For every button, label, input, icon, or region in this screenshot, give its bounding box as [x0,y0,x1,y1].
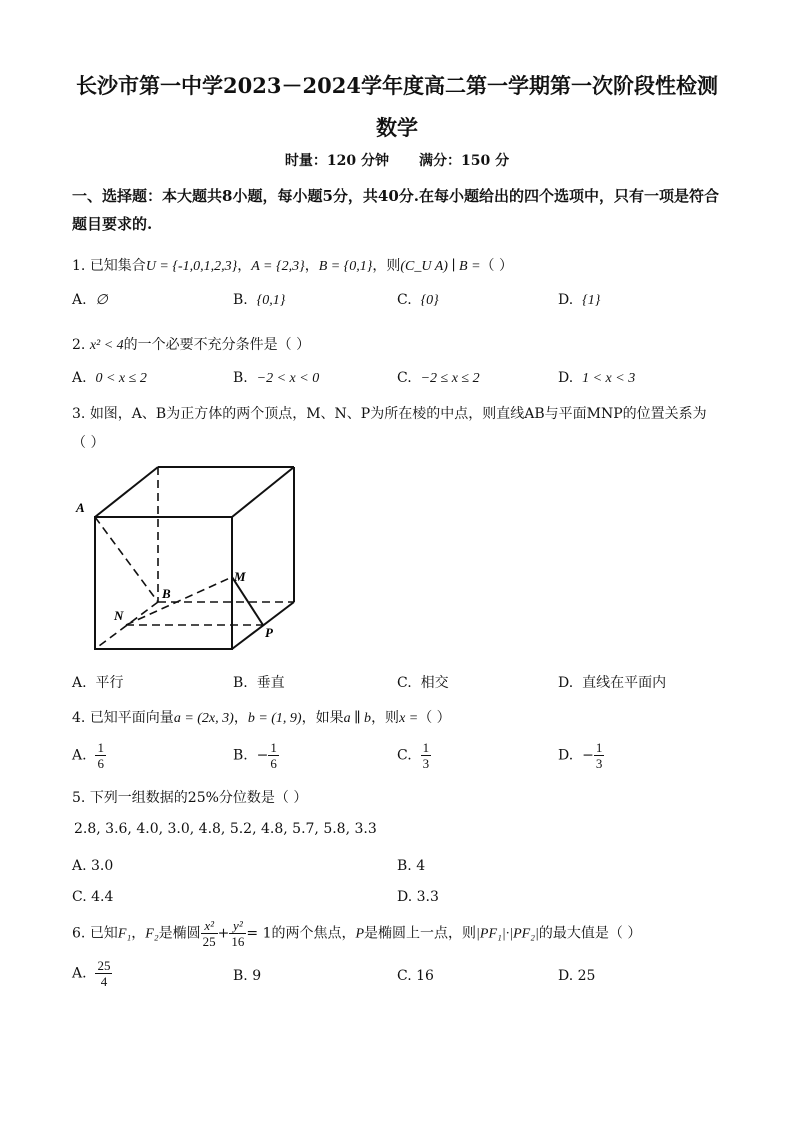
fraction-numerator: y² [229,918,246,934]
cube-edge [95,467,158,517]
fraction-denominator: 6 [270,756,277,771]
option-label: B. [233,292,248,308]
option-label: A. [72,858,87,874]
label-b: B [162,586,171,601]
option-label: A. [72,292,87,308]
math-expression: F₁ [117,926,132,942]
option-label: B. [233,968,248,984]
option-sign: − [256,747,269,764]
option-value: 3.0 [91,858,114,874]
fraction-denominator: 3 [422,756,430,771]
question-text: 的两个焦点， [271,925,356,942]
exam-subject: 数学 [376,115,418,140]
exam-time: 时量：120 分钟 [284,153,389,169]
question-4 [72,707,451,727]
punct: ， [233,710,248,726]
option-fraction [95,958,112,989]
segment-mp [232,577,263,625]
cube-front-face [95,517,232,649]
math-expression: (C_U A) ∣ B = [400,259,481,274]
math-expression: x² < 4 [89,338,124,353]
cube-solid-edges [95,467,294,649]
question-text: 的最大值是（ ） [538,925,642,942]
ellipse-fraction-y [229,918,246,949]
ellipse-fraction-x [201,918,218,949]
math-expression: B = {0,1} [318,259,373,274]
option-label: B. [397,858,412,874]
question-1 [72,255,513,275]
question-text: 已知集合 [89,258,146,274]
fraction-denominator: 16 [231,934,245,949]
answer-paren: （ ） [72,435,105,451]
question-text: 是椭圆上一点，则 [364,925,477,942]
option-value: 3.3 [416,889,439,905]
math-expression: F₂ [145,926,159,942]
label-a: A [76,500,85,515]
q4-option-d[interactable] [558,740,604,771]
plus-sign: + [217,925,230,942]
option-label: D. [558,292,574,308]
question-text: 已知 [89,925,118,942]
fraction-denominator: 4 [100,974,108,989]
math-expression: b = (1, 9) [247,711,302,726]
option-label: A. [72,675,87,691]
exam-meta [0,150,794,170]
math-expression: |PF₁|·|PF₂| [476,926,539,942]
q5-option-a[interactable] [72,858,113,874]
question-text: ，则 [372,258,401,274]
option-value: {0,1} [256,293,286,308]
fraction-numerator: 1 [97,740,104,755]
option-value: {0} [420,293,439,308]
question-text: 的一个必要不充分条件是（ ） [123,337,311,353]
question-text: 下列一组数据的25%分位数是（ ） [89,790,308,806]
q3-option-b[interactable] [233,672,285,692]
option-label: B. [233,675,248,691]
fraction-denominator: 25 [202,934,216,949]
option-label: B. [233,370,248,386]
q3-option-c[interactable] [397,672,449,692]
math-expression: A = {2,3} [251,259,305,274]
segment-ab [95,517,158,602]
option-label: C. [397,968,412,984]
q1-option-c[interactable] [397,292,439,309]
fraction-denominator: 3 [595,756,603,771]
option-label: C. [397,675,412,691]
option-label: A. [72,965,87,982]
option-value: 相交 [420,675,449,691]
option-label: D. [397,889,413,905]
option-value: 平行 [95,675,124,691]
option-value: 1 < x < 3 [582,371,636,386]
option-label: C. [72,889,87,905]
punct: ， [237,258,252,274]
question-number: 1. [72,258,86,274]
question-5 [72,787,307,807]
question-text: 是椭圆 [158,925,201,942]
option-value: 16 [416,968,434,984]
q6-option-d[interactable] [558,968,595,984]
fraction-numerator: 1 [270,740,277,755]
question-text: ，如果 [301,710,344,726]
q4-option-c[interactable] [397,740,431,771]
question-number: 3. [72,406,86,422]
answer-paren: （ ） [480,258,513,274]
question-text: ，则 [371,710,400,726]
cube-edge [232,467,294,517]
fraction-numerator: 1 [422,740,430,755]
option-value: −2 < x < 0 [256,371,320,386]
question-number: 2. [72,337,86,353]
cube-figure [70,462,310,658]
option-value: 4 [416,858,426,874]
option-label: C. [397,370,412,386]
option-value: ∅ [95,293,108,308]
q6-option-a[interactable] [72,958,112,989]
q5-option-d[interactable] [397,889,439,905]
option-fraction [95,740,106,771]
q1-option-a[interactable] [72,292,108,309]
equals: = 1 [246,925,272,942]
option-label: B. [233,747,248,764]
option-fraction [421,740,432,771]
option-value: 垂直 [256,675,285,691]
option-fraction [268,740,279,771]
option-value: 直线在平面内 [582,675,667,691]
q2-option-a[interactable] [72,370,147,387]
option-value: 9 [252,968,262,984]
q3-option-d[interactable] [558,672,666,692]
fraction-numerator: x² [201,918,218,934]
option-label: A. [72,747,87,764]
option-value: {1} [582,293,601,308]
math-expression: x = [399,711,419,726]
option-value: 0 < x ≤ 2 [95,371,147,386]
q2-option-d[interactable] [558,370,635,387]
math-expression: U = {-1,0,1,2,3} [145,259,238,274]
option-label: C. [397,292,412,308]
math-expression: P [355,926,365,942]
q2-option-c[interactable] [397,370,480,387]
fraction-numerator: 1 [595,740,603,755]
label-m: M [234,569,246,584]
q3-option-a[interactable] [72,672,123,692]
option-label: D. [558,968,574,984]
label-n: N [114,608,124,623]
segment-nm [126,577,232,625]
math-expression: a = (2x, 3) [173,711,234,726]
question-number: 5. [72,790,86,806]
exam-score: 满分：150 分 [419,153,510,169]
q1-option-d[interactable] [558,292,600,309]
question-3 [72,403,707,423]
option-value: −2 ≤ x ≤ 2 [420,371,480,386]
q5-option-b[interactable] [397,858,425,874]
option-label: A. [72,370,87,386]
q4-option-b[interactable] [233,740,279,771]
exam-title: 长沙市第一中学2023－2024学年度高二第一学期第一次阶段性检测 [76,73,718,98]
question-number: 6. [72,925,86,942]
question-2 [72,334,310,354]
option-value: 25 [577,968,596,984]
option-label: D. [558,747,574,764]
option-sign: − [582,747,594,764]
data-list: 2.8, 3.6, 4.0, 3.0, 4.8, 5.2, 4.8, 5.7, 5.8, 3.3 [74,821,377,837]
option-fraction [594,740,605,771]
q1-option-b[interactable] [233,292,285,309]
q2-option-b[interactable] [233,370,319,387]
fraction-denominator: 6 [97,756,104,771]
question-text: 已知平面向量 [89,710,174,726]
option-value: 4.4 [91,889,114,905]
question-6 [72,918,641,949]
q6-option-b[interactable] [233,968,261,984]
q5-option-c[interactable] [72,889,113,905]
answer-paren: （ ） [418,710,451,726]
option-label: D. [558,675,574,691]
math-expression: a ∥ b [343,711,372,726]
label-p: P [265,625,273,640]
question-number: 4. [72,710,86,726]
question-text: 如图，A、B为正方体的两个顶点，M、N、P为所在棱的中点，则直线AB与平面MNP的位置关系为 [89,406,707,422]
option-label: D. [558,370,574,386]
section-heading: 一、选择题：本大题共8小题，每小题5分，共40分.在每小题给出的四个选项中，只有一项是符合题目要求的. [72,187,719,233]
option-label: C. [397,747,412,764]
q6-option-c[interactable] [397,968,434,984]
punct: ， [131,925,146,942]
punct: ， [304,258,319,274]
fraction-numerator: 25 [97,958,111,973]
q4-option-a[interactable] [72,740,106,771]
